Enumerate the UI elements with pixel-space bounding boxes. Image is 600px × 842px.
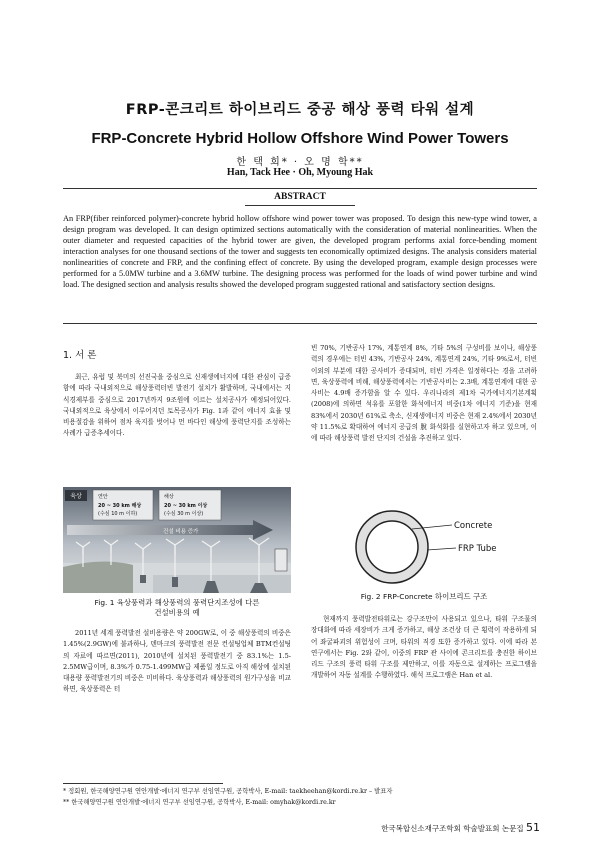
fig1-land: [63, 561, 133, 593]
footnote-author-1: * 정회원, 한국해양연구원 연안개발·에너지 연구부 선임연구원, 공학박사, E-mail: taekheehan@kordi.re.kr – 발표자: [63, 788, 393, 795]
fig2-concrete-label: Concrete: [454, 521, 493, 531]
abstract-top-rule: [63, 188, 537, 189]
fig1-near-label: 연안: [98, 494, 108, 500]
footnotes: [63, 787, 537, 808]
figure-1-caption-line-2: 건설비용의 예: [154, 608, 200, 617]
figure-1-caption: [63, 598, 291, 618]
fig2-inner-frp-tube: [366, 521, 418, 573]
intro-paragraph-2: 2011년 세계 풍력발전 설비용량은 약 200GW로, 이 중 해상풍력의 비중은 1.45%(2.9GW)에 불과하나, 덴마크의 풍력발전 전문 컨설팅업체 BTM컨설팅의 자료에 따르면(2011), 2010년에 설치된 풍력발전기 중 83.1%는 1.5-2.5MW급이며, 8.3%가 0.75-1.499MW급 제품일 정도로 아직 해상에 설치된 대용량 풍력발전기의 비중은 미비하다. 육상풍력과 해상풍력의 원가구성을 비교하면, 육상풍력은 터: [63, 629, 291, 694]
fig1-land-label: 육상: [70, 493, 82, 500]
abstract-heading-rule: [245, 205, 355, 206]
fig1-arrow-text: 건설 비용 증가: [163, 529, 199, 535]
fig1-far-depth: (수심 30 m 이상): [164, 511, 204, 517]
fig2-frp-leader: [427, 548, 456, 550]
fig1-near-distance: 20 ~ 30 km 해상: [98, 503, 142, 509]
paper-title-korean: FRP-콘크리트 하이브리드 중공 해상 풍력 타워 설계: [125, 102, 475, 118]
fig2-frp-label: FRP Tube: [458, 544, 497, 554]
fig1-far-label: 해상: [164, 494, 174, 500]
paper-title-english: FRP-Concrete Hybrid Hollow Offshore Wind Power Towers: [91, 130, 509, 147]
intro-right-paragraph-2: 현재까지 풍력발전타워로는 강구조만이 사용되고 있으나, 타워 구조물의 장대화에 따라 세장비가 크게 증가하고, 해상 조건상 더 큰 횡력이 작용하게 되어 좌굴파괴의 위험성이 크며, 타워의 직경 또한 증가하고 있다. 이에 따라 본 연구에서는 Fig. 2와 같이, 이중의 FRP 관 사이에 콘크리트를 충진한 하이브리드 구조의 풍력 타워 구조를 제안하고, 이를 자동으로 설계하는 프로그램을 개발하여 자동 설계를 수행하였다. 해석 프로그램은 Han et al.: [311, 615, 537, 680]
page-footer: [340, 821, 540, 834]
footer-journal-name: 한국복합신소재구조학회 학술발표회 논문집: [381, 824, 524, 833]
figure-1-wind-farm-illustration: [63, 487, 291, 593]
authors-english: Han, Tack Hee · Oh, Myoung Hak: [226, 167, 374, 178]
fig1-near-depth: (수심 10 m 이하): [98, 511, 138, 517]
intro-right-paragraph-1: 빈 70%, 기반공사 17%, 계통연계 8%, 기타 5%의 구성비를 보이나, 해상풍력의 경우에는 터빈 43%, 기반공사 24%, 계통연계 24%, 기타 9%로서, 터빈 이외의 부분에 대한 공사비가 증대되며, 터빈 가격은 일정하다는 경을 고려하면, 육상풍력에 비해, 해상풍력에서는 기반공사비는 2.3배, 계통연계에 대한 공사비는 4.9배 증가함을 알 수 있다. 우리나라의 제1차 국가에너지기본계획(2008)에 의하면 석유를 포함한 화석에너지 비중(1차 에너지 기준)을 현재 83%에서 2030년 61%로 축소, 신재생에너지 비중은 현재 2.4%에서 2030년 약 11.5%로 확대하여 에너지 공급의 脫 화석화를 실현하고자 하고 있으며, 이에 따라 해상풍력 발전 단지의 건설을 추진하고 있다.: [311, 344, 537, 443]
page-number: 51: [526, 821, 540, 834]
fig1-inset-box: [275, 549, 287, 571]
fig1-far-distance: 20 ~ 30 km 이상: [164, 503, 208, 509]
intro-paragraph-1: 최근, 유럽 및 북미의 선진국을 중심으로 신재생에너지에 대한 관심이 급증함에 따라 국내외적으로 해상풍력터빈 발전기 설치가 활발하며, 국내에서는 지식경제부를 중심으로 2017년까지 9조원에 이르는 설치공사가 예정되어있다. 국내외적으로 육상에서 이루어지던 토목공사가 Fig. 1과 같이 에너지 효율 및 비용절감을 위하여 점차 육지를 벗어나 먼 바다인 해상에 풍력단지를 조성하는 사례가 급증추세이다.: [63, 373, 291, 438]
abstract-bottom-rule: [63, 323, 537, 324]
figure-1-caption-line-1: Fig. 1 육상풍력과 해상풍력의 풍력단지조성에 다른: [94, 598, 260, 607]
footnote-author-2: ** 한국해양연구원 연안개발·에너지 연구부 선임연구원, 공학박사, E-mail: omyhak@kordi.re.kr: [63, 798, 336, 806]
figure-2-caption: Fig. 2 FRP-Concrete 하이브리드 구조: [360, 592, 488, 601]
figure-2-hybrid-section-diagram: [340, 508, 520, 586]
abstract-heading: ABSTRACT: [274, 192, 326, 202]
abstract-text: An FRP(fiber reinforced polymer)-concrete hybrid hollow offshore wind power tower was proposed. To design this new-type wind tower, a design program was developed. It can design optimized sections automatically with the consideration of material nonlinearities. When the outer diameter and requested capacities of the hybrid tower are given, the developed program performs axial force-bending moment interaction analyses for one thousand sections of the tower and suggests ten economically optimized designs. The analysis considers material nonlinearities of concrete and FRP, and the confining effect of concrete. By using the developed program, example design processes were performed for a 5.0MW turbine and a 3.6MW turbine. The designing process was performed for the loads of wind power turbine and wind load. The designed section and analysis results showed the developed program suggested rational and satisfactory section designs.: [63, 214, 537, 289]
section-heading-introduction: 1. 서 론: [63, 350, 97, 361]
authors-korean: 한 택 희* · 오 명 학**: [236, 157, 364, 168]
footnote-rule: [63, 783, 223, 784]
